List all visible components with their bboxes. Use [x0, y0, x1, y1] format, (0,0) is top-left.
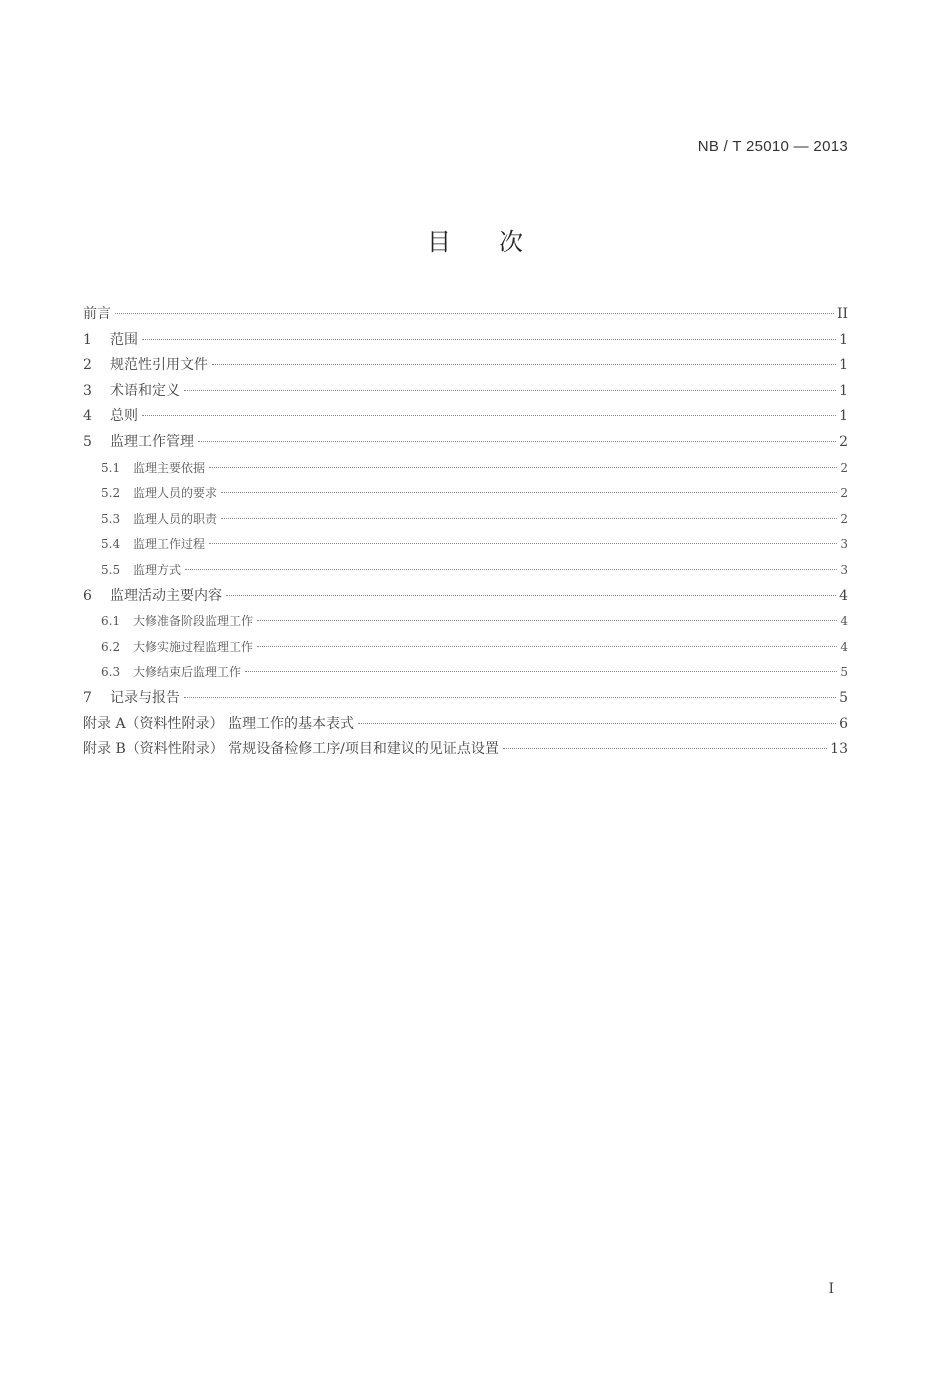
toc-dot-leader [257, 646, 837, 647]
toc-entry-title: 大修结束后监理工作 [133, 665, 242, 680]
toc-entry-foreword[interactable] [83, 302, 848, 328]
toc-entry-label [83, 456, 205, 482]
toc-entry-title: 监理工作过程 [133, 537, 206, 552]
toc-entry-7[interactable] [83, 686, 848, 712]
toc-entry-number: 5.5 [101, 562, 121, 577]
toc-entry-label [83, 584, 222, 610]
toc-entry-6-3[interactable] [83, 660, 848, 686]
standard-code: NB / T 25010 — 2013 [697, 138, 848, 155]
toc-entry-number: 5.3 [101, 511, 121, 526]
toc-entry-number: 7 [83, 689, 92, 706]
toc-entry-page: 2 [840, 486, 848, 501]
toc-entry-label [83, 353, 208, 379]
toc-entry-page: 4 [840, 614, 848, 629]
toc-entry-label [83, 430, 194, 456]
toc-entry-label [83, 660, 241, 686]
toc-entry-label [83, 737, 499, 763]
toc-dot-leader [185, 569, 837, 570]
toc-entry-page: 6 [839, 715, 848, 732]
toc-entry-number: 2 [83, 357, 92, 374]
toc-entry-1[interactable] [83, 328, 848, 354]
toc-entry-number: 1 [83, 331, 92, 348]
toc-entry-number: 5.2 [101, 486, 121, 501]
toc-entry-5-1[interactable] [83, 456, 848, 482]
toc-dot-leader [198, 441, 836, 442]
toc-entry-label [83, 507, 217, 533]
toc-entry-number: 5.4 [101, 537, 121, 552]
toc-entry-2[interactable] [83, 353, 848, 379]
toc-entry-label [83, 609, 253, 635]
toc-dot-leader [503, 748, 827, 749]
toc-entry-title: 附录 B（资料性附录） 常规设备检修工序/项目和建议的见证点设置 [83, 741, 499, 758]
toc-entry-label [83, 404, 138, 430]
toc-entry-page: 3 [840, 537, 848, 552]
toc-entry-number: 6.3 [101, 665, 121, 680]
toc-entry-5-2[interactable] [83, 481, 848, 507]
toc-entry-title: 记录与报告 [110, 689, 180, 706]
toc-entry-number: 6.1 [101, 614, 121, 629]
toc-dot-leader [209, 543, 837, 544]
toc-entry-number: 5.1 [101, 460, 121, 475]
toc-entry-title: 术语和定义 [110, 382, 180, 399]
toc-entry-title: 监理人员的要求 [133, 486, 218, 501]
toc-entry-title: 前言 [83, 306, 111, 322]
toc-entry-number: 5 [83, 433, 92, 450]
toc-entry-6-1[interactable] [83, 609, 848, 635]
toc-dot-leader [358, 723, 836, 724]
toc-entry-page: 1 [839, 357, 848, 374]
toc-entry-title: 大修实施过程监理工作 [133, 639, 254, 654]
toc-entry-5-4[interactable] [83, 532, 848, 558]
toc-entry-title: 监理活动主要内容 [110, 587, 222, 604]
toc-entry-number: 4 [83, 408, 92, 425]
toc-entry-page: 1 [839, 382, 848, 399]
toc-entry-page: 5 [840, 665, 848, 680]
toc-entry-page: 3 [840, 562, 848, 577]
toc-entry-4[interactable] [83, 404, 848, 430]
toc-entry-page: 13 [830, 741, 848, 758]
toc-entry-page: 2 [839, 433, 848, 450]
toc-dot-leader [184, 697, 836, 698]
toc-entry-label [83, 635, 253, 661]
toc-entry-label [83, 302, 111, 328]
toc-entry-number: 6 [83, 587, 92, 604]
toc-entry-number: 6.2 [101, 639, 121, 654]
table-of-contents [83, 302, 848, 763]
page-title: 目次 [427, 228, 571, 256]
toc-dot-leader [226, 595, 836, 596]
toc-entry-title: 大修准备阶段监理工作 [133, 614, 254, 629]
toc-dot-leader [184, 390, 836, 391]
toc-entry-page: 4 [840, 639, 848, 654]
toc-entry-page: II [836, 306, 848, 322]
toc-entry-appendix-a[interactable] [83, 712, 848, 738]
toc-entry-label [83, 481, 217, 507]
toc-dot-leader [142, 339, 836, 340]
toc-entry-page: 5 [839, 689, 848, 706]
toc-entry-5-5[interactable] [83, 558, 848, 584]
toc-entry-appendix-b[interactable] [83, 737, 848, 763]
toc-entry-title: 附录 A（资料性附录） 监理工作的基本表式 [83, 715, 355, 732]
toc-entry-title: 监理人员的职责 [133, 511, 218, 526]
toc-dot-leader [115, 313, 834, 314]
toc-entry-label [83, 532, 205, 558]
toc-entry-title: 监理方式 [133, 562, 182, 577]
toc-entry-3[interactable] [83, 379, 848, 405]
toc-dot-leader [245, 671, 837, 672]
toc-entry-number: 3 [83, 382, 92, 399]
toc-entry-title: 监理工作管理 [110, 433, 194, 450]
toc-entry-6-2[interactable] [83, 635, 848, 661]
toc-entry-5-3[interactable] [83, 507, 848, 533]
toc-entry-page: 1 [839, 408, 848, 425]
toc-entry-6[interactable] [83, 584, 848, 610]
toc-dot-leader [212, 364, 836, 365]
toc-entry-page: 1 [839, 331, 848, 348]
toc-entry-title: 规范性引用文件 [110, 357, 208, 374]
toc-entry-label [83, 379, 180, 405]
toc-dot-leader [142, 415, 836, 416]
toc-entry-page: 2 [840, 460, 848, 475]
page-number: I [828, 1281, 834, 1297]
toc-dot-leader [221, 492, 837, 493]
toc-entry-page: 4 [839, 587, 848, 604]
toc-entry-label [83, 328, 138, 354]
toc-entry-label [83, 558, 181, 584]
toc-dot-leader [257, 620, 837, 621]
toc-dot-leader [221, 518, 837, 519]
toc-entry-page: 2 [840, 511, 848, 526]
toc-entry-label [83, 712, 354, 738]
toc-entry-label [83, 686, 180, 712]
toc-entry-title: 总则 [110, 408, 138, 425]
toc-entry-title: 监理主要依据 [133, 460, 206, 475]
toc-entry-title: 范围 [110, 331, 138, 348]
toc-entry-5[interactable] [83, 430, 848, 456]
toc-dot-leader [209, 467, 837, 468]
